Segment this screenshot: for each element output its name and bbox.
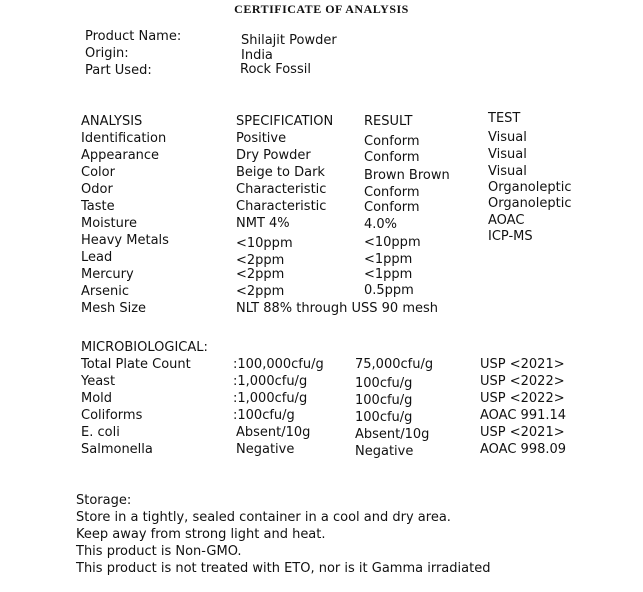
header-analysis: ANALYSIS — [81, 114, 143, 129]
analysis-result: <1ppm — [364, 267, 413, 282]
analysis-result: <1ppm — [364, 252, 413, 267]
header-test: TEST — [488, 111, 521, 126]
analysis-specification: Positive — [236, 131, 287, 146]
header-specification: SPECIFICATION — [236, 114, 334, 129]
analysis-specification: <2ppm — [236, 284, 285, 299]
micro-test-method: USP <2021> — [480, 425, 565, 440]
product-name-value: Shilajit Powder — [241, 33, 337, 48]
analysis-item: Identification — [81, 131, 167, 146]
part-used-value: Rock Fossil — [240, 62, 311, 77]
storage-line: This product is not treated with ETO, nor is it Gamma irradiated — [76, 561, 491, 576]
analysis-specification: <2ppm — [236, 267, 285, 282]
micro-item: Salmonella — [81, 442, 153, 457]
origin-label: Origin: — [85, 46, 129, 61]
analysis-item: Odor — [81, 182, 113, 197]
micro-test-method: AOAC 998.09 — [480, 442, 567, 457]
analysis-specification: NMT 4% — [236, 216, 290, 231]
micro-result: 75,000cfu/g — [355, 357, 434, 372]
micro-item: E. coli — [81, 425, 120, 440]
analysis-specification: <10ppm — [236, 236, 293, 251]
analysis-specification: Characteristic — [236, 199, 327, 214]
micro-result: 100cfu/g — [355, 376, 413, 391]
microbiological-heading: MICROBIOLOGICAL: — [81, 340, 208, 355]
micro-result: Negative — [355, 444, 414, 459]
analysis-specification: NLT 88% through USS 90 mesh — [236, 301, 438, 316]
micro-item: Total Plate Count — [81, 357, 191, 372]
header-result: RESULT — [364, 114, 413, 129]
analysis-item: Moisture — [81, 216, 137, 231]
micro-specification: :100cfu/g — [233, 408, 295, 423]
micro-specification: :100,000cfu/g — [233, 357, 324, 372]
analysis-specification: Characteristic — [236, 182, 327, 197]
analysis-item: Mercury — [81, 267, 134, 282]
product-name-label: Product Name: — [85, 29, 182, 44]
analysis-item: Color — [81, 165, 115, 180]
analysis-item: Mesh Size — [81, 301, 147, 316]
analysis-test-method: AOAC — [488, 213, 525, 228]
analysis-item: Appearance — [81, 148, 160, 163]
micro-result: 100cfu/g — [355, 393, 413, 408]
analysis-item: Heavy Metals — [81, 233, 169, 248]
storage-line: This product is Non-GMO. — [76, 544, 242, 559]
analysis-result: 4.0% — [364, 217, 398, 232]
analysis-result: Brown Brown — [364, 168, 450, 183]
micro-item: Coliforms — [81, 408, 143, 423]
micro-result: 100cfu/g — [355, 410, 413, 425]
analysis-item: Arsenic — [81, 284, 130, 299]
micro-result: Absent/10g — [355, 427, 430, 442]
part-used-label: Part Used: — [85, 63, 152, 78]
micro-specification: Negative — [236, 442, 295, 457]
analysis-result: Conform — [364, 134, 420, 149]
micro-specification: :1,000cfu/g — [233, 391, 308, 406]
analysis-test-method: Visual — [488, 147, 527, 162]
micro-specification: :1,000cfu/g — [233, 374, 308, 389]
micro-item: Yeast — [81, 374, 116, 389]
analysis-item: Taste — [81, 199, 115, 214]
analysis-test-method: Organoleptic — [488, 196, 572, 211]
analysis-test-method: Organoleptic — [488, 180, 572, 195]
origin-value: India — [241, 48, 273, 63]
micro-test-method: USP <2022> — [480, 374, 565, 389]
storage-heading: Storage: — [76, 493, 132, 508]
micro-test-method: USP <2022> — [480, 391, 565, 406]
storage-line: Keep away from strong light and heat. — [76, 527, 326, 542]
analysis-specification: Dry Powder — [236, 148, 311, 163]
analysis-result: 0.5ppm — [364, 283, 414, 298]
analysis-test-method: ICP-MS — [488, 229, 533, 244]
analysis-item: Lead — [81, 250, 113, 265]
analysis-test-method: Visual — [488, 130, 527, 145]
analysis-specification: <2ppm — [236, 253, 285, 268]
analysis-result: Conform — [364, 185, 420, 200]
analysis-result: <10ppm — [364, 235, 421, 250]
micro-specification: Absent/10g — [236, 425, 311, 440]
micro-test-method: AOAC 991.14 — [480, 408, 567, 423]
storage-line: Store in a tightly, sealed container in a cool and dry area. — [76, 510, 451, 525]
analysis-result: Conform — [364, 150, 420, 165]
analysis-result: Conform — [364, 200, 420, 215]
document-title: CERTIFICATE OF ANALYSIS — [234, 2, 409, 16]
analysis-test-method: Visual — [488, 164, 527, 179]
analysis-specification: Beige to Dark — [236, 165, 325, 180]
micro-test-method: USP <2021> — [480, 357, 565, 372]
micro-item: Mold — [81, 391, 113, 406]
